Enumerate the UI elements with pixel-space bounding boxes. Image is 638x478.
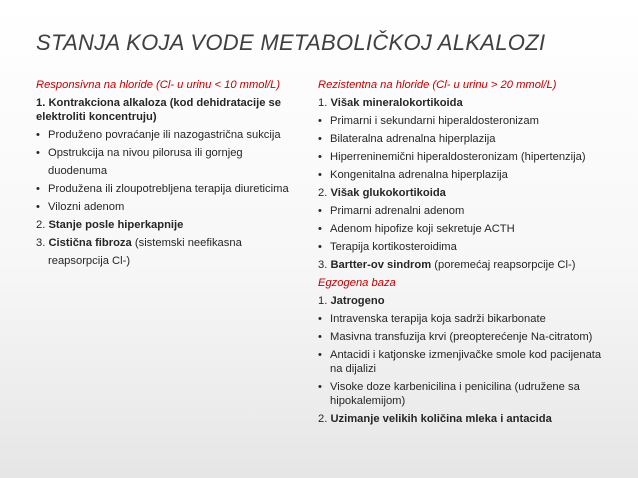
right-column xyxy=(318,78,608,430)
left-bullet-4-text: Vilozni adenom xyxy=(48,201,125,213)
right-item-3-rest: (poremećaj reapsorpcije Cl-) xyxy=(431,259,576,271)
left-item-2-text: Stanje posle hiperkapnije xyxy=(48,219,184,231)
bullet-icon: • xyxy=(318,115,322,127)
right-bullet-2 xyxy=(318,132,608,146)
right-heading: Rezistentna na hloride (Cl- u urinu > 20 mmol/L) xyxy=(318,79,557,91)
left-item-3 xyxy=(36,236,314,250)
slide-title: STANJA KOJA VODE METABOLIČKOJ ALKALOZI xyxy=(36,30,546,55)
right-bullet-1 xyxy=(318,114,608,128)
left-item-3-bold: Cistična fibroza xyxy=(48,237,132,249)
right-item-3-bold: Bartter-ov sindrom xyxy=(330,259,432,271)
right-bullet-11-text: Visoke doze karbenicilina i penicilina (udružene sa hipokalemijom) xyxy=(330,381,580,407)
bullet-icon: • xyxy=(318,241,322,253)
left-item-1-text: Kontrakciona alkaloza (kod dehidratacije se elektroliti koncentruju) xyxy=(36,97,281,123)
right-bullet-4 xyxy=(318,168,608,182)
right-bullet-5 xyxy=(318,204,608,218)
right-item-2-text: Višak glukokortikoida xyxy=(330,187,446,199)
left-item-1-num: 1. xyxy=(36,97,46,109)
right-bullet-10-text: Antacidi i katjonske izmenjivačke smole kod pacijenata na dijalizi xyxy=(330,349,602,375)
bullet-icon: • xyxy=(36,183,40,195)
right-bullet-9-text: Masivna transfuzija krvi (preopterećenje Na-citratom) xyxy=(330,331,593,343)
bullet-icon: • xyxy=(318,223,322,235)
right-bullet-8 xyxy=(318,312,608,326)
left-item-1 xyxy=(36,96,314,124)
left-bullet-3 xyxy=(36,182,314,196)
right-bullet-4-text: Kongenitalna adrenalna hiperplazija xyxy=(330,169,508,181)
right-item-5-num: 2. xyxy=(318,413,328,425)
right-item-2 xyxy=(318,186,608,200)
left-bullet-2-text: Opstrukcija na nivou pilorusa ili gornjeg xyxy=(48,147,243,159)
right-bullet-8-text: Intravenska terapija koja sadrži bikarbonate xyxy=(330,313,546,325)
bullet-icon: • xyxy=(36,147,40,159)
bullet-icon: • xyxy=(318,205,322,217)
right-item-4-text: Jatrogeno xyxy=(330,295,385,307)
bullet-icon: • xyxy=(318,169,322,181)
left-bullet-2 xyxy=(36,146,314,160)
bullet-icon: • xyxy=(36,201,40,213)
right-item-4-num: 1. xyxy=(318,295,328,307)
bullet-icon: • xyxy=(318,313,322,325)
right-item-4 xyxy=(318,294,608,308)
left-bullet-1 xyxy=(36,128,314,142)
right-bullet-1-text: Primarni i sekundarni hiperaldosteronizam xyxy=(330,115,539,127)
bullet-icon: • xyxy=(318,349,322,361)
left-item-3-rest: (sistemski neefikasna xyxy=(131,237,242,249)
right-bullet-5-text: Primarni adrenalni adenom xyxy=(330,205,465,217)
right-item-1-num: 1. xyxy=(318,97,328,109)
left-item-3-num: 3. xyxy=(36,237,46,249)
right-bullet-6 xyxy=(318,222,608,236)
right-item-3-num: 3. xyxy=(318,259,328,271)
right-item-2-num: 2. xyxy=(318,187,328,199)
right-bullet-7 xyxy=(318,240,608,254)
left-heading: Responsivna na hloride (Cl- u urinu < 10 mmol/L) xyxy=(36,79,281,91)
right-subheading: Egzogena baza xyxy=(318,277,396,289)
right-item-1 xyxy=(318,96,608,110)
right-item-5-text: Uzimanje velikih količina mleka i antacida xyxy=(330,413,552,425)
right-item-5 xyxy=(318,412,608,426)
right-bullet-6-text: Adenom hipofize koji sekretuje ACTH xyxy=(330,223,515,235)
bullet-icon: • xyxy=(318,151,322,163)
left-bullet-2-cont: duodenuma xyxy=(48,165,108,177)
left-item-2-num: 2. xyxy=(36,219,46,231)
left-bullet-3-text: Produžena ili zloupotrebljena terapija diureticima xyxy=(48,183,289,195)
right-bullet-3 xyxy=(318,150,608,164)
right-bullet-9 xyxy=(318,330,608,344)
right-item-3 xyxy=(318,258,608,272)
bullet-icon: • xyxy=(318,381,322,393)
right-bullet-3-text: Hiperreninemični hiperaldosteronizam (hipertenzija) xyxy=(330,151,586,163)
right-bullet-7-text: Terapija kortikosteroidima xyxy=(330,241,457,253)
right-bullet-2-text: Bilateralna adrenalna hiperplazija xyxy=(330,133,496,145)
bullet-icon: • xyxy=(318,331,322,343)
left-item-2 xyxy=(36,218,314,232)
left-item-3-cont: reapsorpcija Cl-) xyxy=(48,255,131,267)
right-bullet-11 xyxy=(318,380,608,408)
left-bullet-4 xyxy=(36,200,314,214)
bullet-icon: • xyxy=(36,129,40,141)
right-bullet-10 xyxy=(318,348,608,376)
left-bullet-1-text: Produženo povraćanje ili nazogastrična sukcija xyxy=(48,129,281,141)
bullet-icon: • xyxy=(318,133,322,145)
left-column xyxy=(36,78,314,272)
right-item-1-text: Višak mineralokortikoida xyxy=(330,97,463,109)
